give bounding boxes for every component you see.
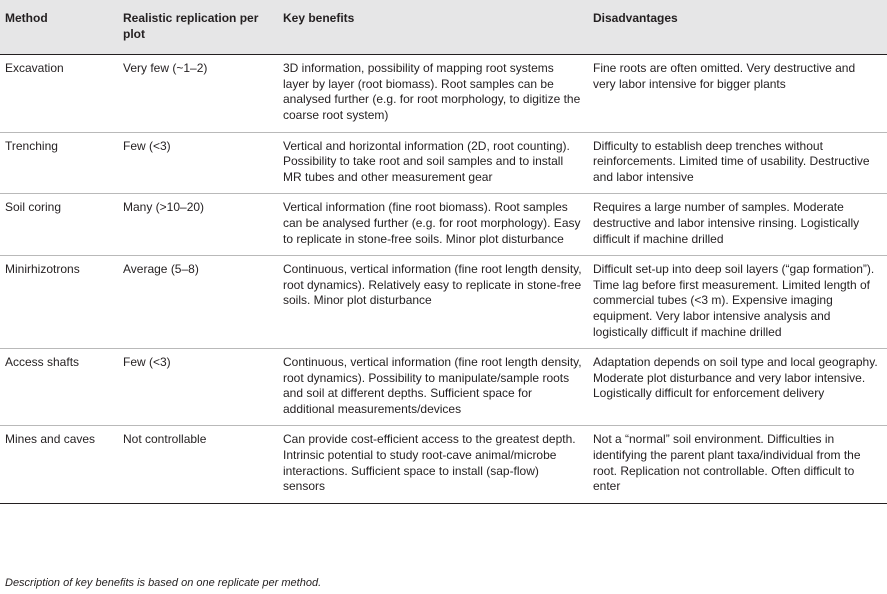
table-row [0, 349, 887, 426]
cell-replication: Average (5–8) [118, 256, 278, 349]
table-row [0, 194, 887, 256]
cell-method: Access shafts [0, 349, 118, 426]
table-body [0, 55, 887, 504]
table-row [0, 55, 887, 132]
cell-replication: Few (<3) [118, 349, 278, 426]
header-replication: Realistic replication per plot [118, 0, 278, 55]
cell-benefits: Vertical and horizontal information (2D, root counting). Possibility to take root and soil samples and to install MR tubes and other measurement gear [278, 132, 588, 194]
cell-replication: Not controllable [118, 426, 278, 503]
cell-disadvantages: Difficult set-up into deep soil layers (“gap formation”). Time lag before first measurement. Limited length of commercial tubes (<3 m). Expensive imaging equipment. Very labor intensive analysis and logistically difficult if machine drilled [588, 256, 887, 349]
cell-benefits: Vertical information (fine root biomass). Root samples can be analysed further (e.g. for root morphology). Easy to replicate in stone-free soils. Minor plot disturbance [278, 194, 588, 256]
table-header [0, 0, 887, 55]
cell-method: Trenching [0, 132, 118, 194]
header-row [0, 0, 887, 55]
header-method: Method [0, 0, 118, 55]
header-disadvantages: Disadvantages [588, 0, 887, 55]
cell-method: Mines and caves [0, 426, 118, 503]
table-footnote: Description of key benefits is based on one replicate per method. [5, 577, 322, 589]
cell-disadvantages: Adaptation depends on soil type and local geography. Moderate plot disturbance and very labor intensive. Logistically difficult for enforcement delivery [588, 349, 887, 426]
cell-method: Minirhizotrons [0, 256, 118, 349]
cell-benefits: Can provide cost-efficient access to the greatest depth. Intrinsic potential to study root-cave animal/microbe interactions. Sufficient space to install (sap-flow) sensors [278, 426, 588, 503]
cell-replication: Few (<3) [118, 132, 278, 194]
cell-benefits: Continuous, vertical information (fine root length density, root dynamics). Relatively easy to replicate in stone-free soils. Minor plot disturbance [278, 256, 588, 349]
header-benefits: Key benefits [278, 0, 588, 55]
table-row [0, 426, 887, 503]
table-row [0, 256, 887, 349]
table-row [0, 132, 887, 194]
cell-method: Excavation [0, 55, 118, 132]
cell-disadvantages: Fine roots are often omitted. Very destructive and very labor intensive for bigger plants [588, 55, 887, 132]
cell-method: Soil coring [0, 194, 118, 256]
cell-disadvantages: Requires a large number of samples. Moderate destructive and labor intensive rinsing. Logistically difficult if machine drilled [588, 194, 887, 256]
cell-disadvantages: Not a “normal” soil environment. Difficulties in identifying the parent plant taxa/individual from the root. Replication not controllable. Often difficult to enter [588, 426, 887, 503]
cell-disadvantages: Difficulty to establish deep trenches without reinforcements. Limited time of usability. Destructive and labor intensive [588, 132, 887, 194]
cell-benefits: 3D information, possibility of mapping root systems layer by layer (root biomass). Root samples can be analysed further (e.g. for root morphology, to digitize the coarse root system) [278, 55, 588, 132]
cell-replication: Many (>10–20) [118, 194, 278, 256]
cell-benefits: Continuous, vertical information (fine root length density, root dynamics). Possibility to manipulate/sample roots and soil at different depths. Sufficient space for additional measurements/devices [278, 349, 588, 426]
cell-replication: Very few (~1–2) [118, 55, 278, 132]
